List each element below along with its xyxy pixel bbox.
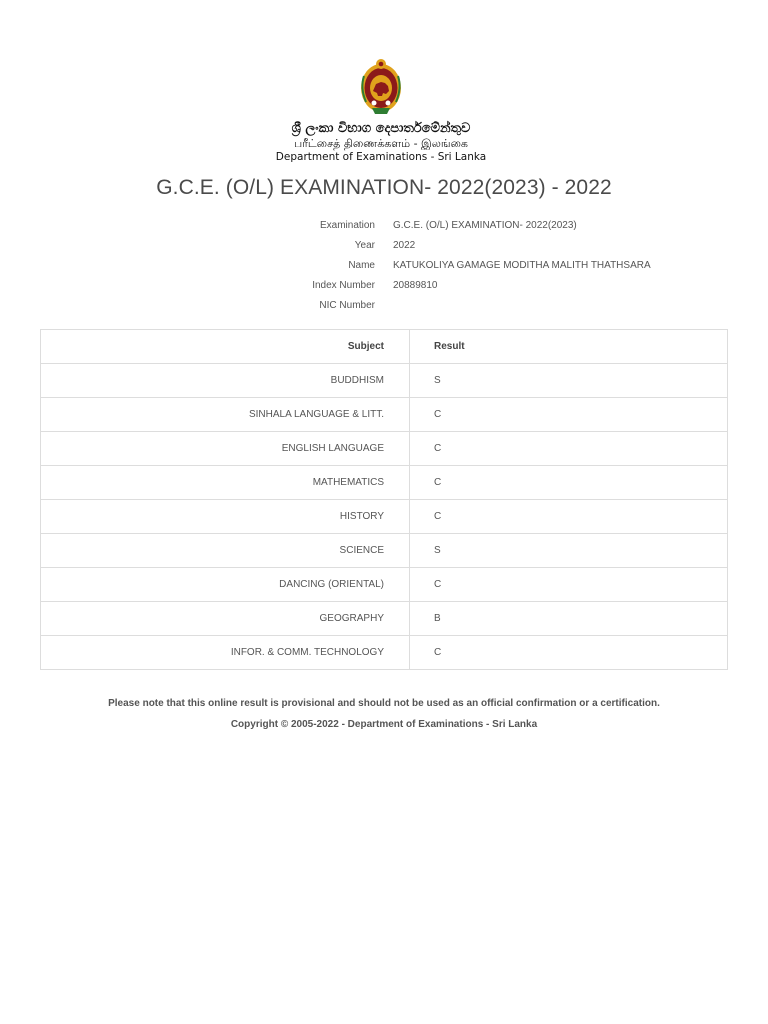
detail-value: KATUKOLIYA GAMAGE MODITHA MALITH THATHSARA xyxy=(393,260,651,271)
table-row xyxy=(41,500,728,534)
subject-cell: SCIENCE xyxy=(41,534,410,568)
result-column-header: Result xyxy=(410,330,728,364)
detail-value: 20889810 xyxy=(393,280,438,291)
detail-row-examination xyxy=(0,216,768,236)
detail-row-year xyxy=(0,236,768,256)
logo-text-english: Department of Examinations - Sri Lanka xyxy=(275,151,487,163)
subject-cell: INFOR. & COMM. TECHNOLOGY xyxy=(41,636,410,670)
table-row xyxy=(41,364,728,398)
sri-lanka-emblem-icon xyxy=(352,56,410,116)
grade-cell: B xyxy=(410,602,728,636)
detail-row-name xyxy=(0,256,768,276)
grade-cell: C xyxy=(410,636,728,670)
detail-label: Index Number xyxy=(312,280,375,291)
grade-cell: S xyxy=(410,534,728,568)
subject-cell: ENGLISH LANGUAGE xyxy=(41,432,410,466)
table-row xyxy=(41,432,728,466)
grade-cell: C xyxy=(410,432,728,466)
table-header-row xyxy=(41,330,728,364)
candidate-details xyxy=(0,216,768,316)
subject-column-header: Subject xyxy=(41,330,410,364)
subject-cell: DANCING (ORIENTAL) xyxy=(41,568,410,602)
detail-label: Examination xyxy=(319,220,375,231)
copyright-notice: Copyright © 2005-2022 - Department of Examinations - Sri Lanka xyxy=(230,719,538,730)
grade-cell: S xyxy=(410,364,728,398)
table-row xyxy=(41,466,728,500)
grade-cell: C xyxy=(410,500,728,534)
detail-value: 2022 xyxy=(393,240,416,251)
results-table xyxy=(40,329,728,670)
subject-cell: SINHALA LANGUAGE & LITT. xyxy=(41,398,410,432)
detail-label: Year xyxy=(354,240,375,251)
table-row xyxy=(41,568,728,602)
grade-cell: C xyxy=(410,568,728,602)
logo-text-sinhala: ශ්‍රී ලංකා විභාග දෙපාර්තමේන්තුව xyxy=(291,121,471,136)
table-row xyxy=(41,602,728,636)
subject-cell: BUDDHISM xyxy=(41,364,410,398)
detail-row-nic-number xyxy=(0,296,768,316)
subject-cell: GEOGRAPHY xyxy=(41,602,410,636)
table-row xyxy=(41,534,728,568)
table-row xyxy=(41,636,728,670)
grade-cell: C xyxy=(410,466,728,500)
page-title: G.C.E. (O/L) EXAMINATION- 2022(2023) - 2022 xyxy=(156,176,612,199)
detail-label: Name xyxy=(348,260,375,271)
subject-cell: MATHEMATICS xyxy=(41,466,410,500)
table-row xyxy=(41,398,728,432)
subject-cell: HISTORY xyxy=(41,500,410,534)
logo-text-tamil: பரீட்சைத் திணைக்களம் - இலங்கை xyxy=(294,137,468,150)
detail-value: G.C.E. (O/L) EXAMINATION- 2022(2023) xyxy=(393,220,577,231)
grade-cell: C xyxy=(410,398,728,432)
detail-label: NIC Number xyxy=(319,300,375,311)
provisional-notice: Please note that this online result is provisional and should not be used as an official confirmation or a certification. xyxy=(108,698,660,709)
detail-row-index-number xyxy=(0,276,768,296)
department-logo xyxy=(272,48,490,166)
